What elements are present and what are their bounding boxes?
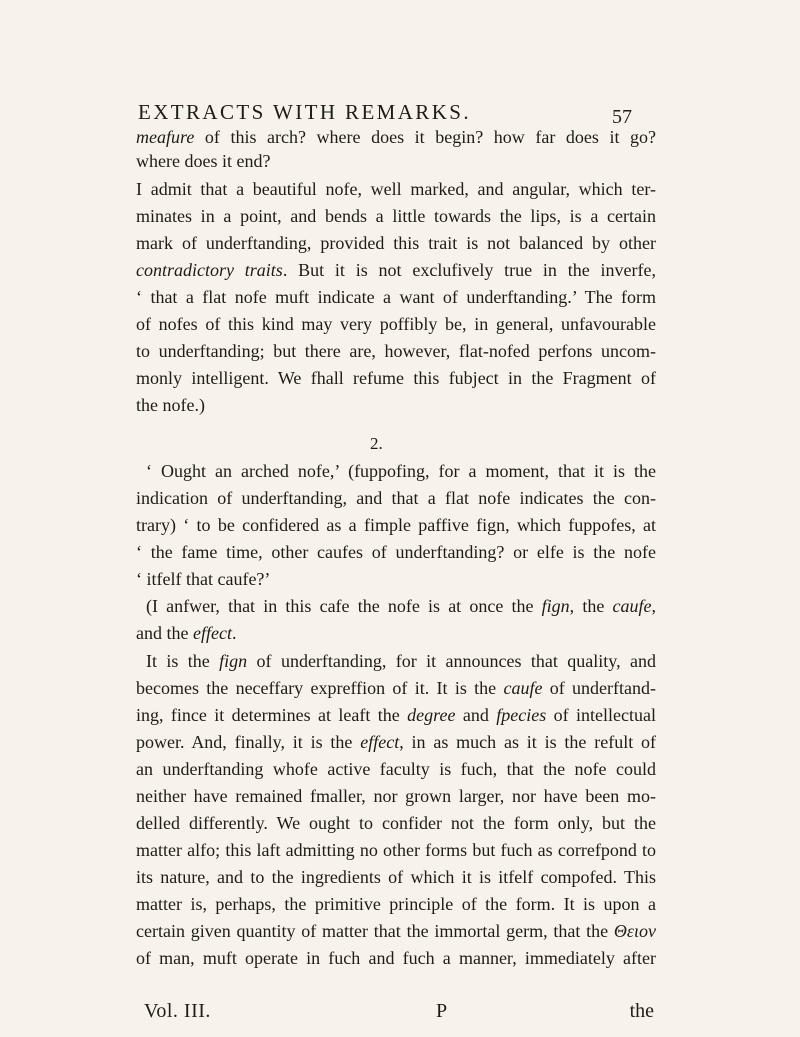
text-line xyxy=(136,622,236,644)
italic-text: fign xyxy=(541,596,570,616)
italic-text: fpecies xyxy=(496,705,547,725)
catchword: the xyxy=(629,1000,654,1022)
text-line xyxy=(146,595,656,617)
line-text: an underftanding whofe active faculty is fuch, that the nofe could xyxy=(136,759,656,779)
line-text: of underftanding, for it announces that quality, and xyxy=(247,651,656,671)
line-text: delled differently. We ought to confider not the form only, but the xyxy=(136,813,656,833)
line-text: It is the xyxy=(146,651,220,671)
italic-text: fign xyxy=(219,651,248,671)
line-text: certain given quantity of matter that the immortal germ, that the xyxy=(136,921,614,941)
line-text: indication of underftanding, and that a flat nofe indicates the con- xyxy=(136,488,656,508)
line-text: matter is, perhaps, the primitive principle of the form. It is upon a xyxy=(136,894,656,914)
text-line xyxy=(136,487,656,509)
italic-text: caufe xyxy=(503,678,543,698)
text-line xyxy=(136,893,656,915)
line-text: and xyxy=(455,705,497,725)
line-text: of this arch? where does it begin? how far does it go? xyxy=(194,127,656,147)
text-line xyxy=(136,812,656,834)
italic-text: meafure xyxy=(136,127,195,147)
italic-text: Θειον xyxy=(613,921,656,941)
line-text: minates in a point, and bends a little towards the lips, is a certain xyxy=(136,206,656,226)
page-number: 57 xyxy=(612,106,632,128)
text-line xyxy=(136,259,656,281)
line-text: trary) ‘ to be confidered as a fimple paffive fign, which fuppofes, at xyxy=(136,515,656,535)
line-text: , in as much as it is the refult of xyxy=(399,732,657,752)
text-line xyxy=(136,758,656,780)
line-text: ing, fince it determines at leaft the xyxy=(136,705,408,725)
text-line xyxy=(136,232,656,254)
line-text: becomes the neceffary expreffion of it. It is the xyxy=(136,678,504,698)
text-line xyxy=(136,785,656,807)
line-text: , xyxy=(651,596,656,616)
italic-text: effect xyxy=(360,732,400,752)
line-text: of underftand- xyxy=(542,678,657,698)
line-text: ‘ the fame time, other caufes of underftanding? or elfe is the nofe xyxy=(136,542,656,562)
text-line xyxy=(136,731,656,753)
line-text: of man, muft operate in fuch and fuch a manner, immediately after xyxy=(136,948,656,968)
text-line xyxy=(136,920,656,942)
line-text: its nature, and to the ingredients of which it is itfelf compofed. This xyxy=(136,867,656,887)
text-line xyxy=(136,126,656,148)
running-head: EXTRACTS WITH REMARKS. xyxy=(138,100,472,124)
text-line xyxy=(146,460,656,482)
line-text: power. And, finally, it is the xyxy=(136,732,361,752)
volume-label: Vol. III. xyxy=(144,1000,211,1022)
line-text: neither have remained fmaller, nor grown larger, nor have been mo- xyxy=(136,786,656,806)
text-line xyxy=(136,178,656,200)
text-line xyxy=(146,650,656,672)
line-text: the nofe.) xyxy=(136,395,205,415)
line-text: . xyxy=(231,623,237,643)
line-text: where does it end? xyxy=(136,151,271,171)
text-line xyxy=(136,866,656,888)
text-line xyxy=(136,150,270,172)
signature-mark: P xyxy=(436,1000,448,1022)
text-line xyxy=(136,947,656,969)
line-text: mark of underftanding, provided this trait is not balanced by other xyxy=(136,233,656,253)
line-text: I admit that a beautiful nofe, well marked, and angular, which ter- xyxy=(136,179,656,199)
text-line xyxy=(136,367,656,389)
text-line xyxy=(136,541,656,563)
line-text: ‘ Ought an arched nofe,’ (fuppofing, for a moment, that it is the xyxy=(146,461,656,481)
italic-text: contradictory traits xyxy=(136,260,283,280)
text-line xyxy=(136,568,270,590)
line-text: to underftanding; but there are, however, flat-nofed perfons uncom- xyxy=(136,341,656,361)
italic-text: effect xyxy=(192,623,232,643)
text-line xyxy=(136,205,656,227)
text-line xyxy=(136,839,656,861)
line-text: and the xyxy=(136,623,193,643)
line-text: of intellectual xyxy=(546,705,656,725)
section-number: 2. xyxy=(370,434,383,453)
text-line xyxy=(136,340,656,362)
text-line xyxy=(136,286,656,308)
line-text: matter alfo; this laft admitting no other forms but fuch as correfpond to xyxy=(136,840,656,860)
line-text: ‘ itfelf that caufe?’ xyxy=(136,569,271,589)
line-text: (I anfwer, that in this cafe the nofe is at once the xyxy=(146,596,542,616)
line-text: . But it is not exclufively true in the inverfe, xyxy=(282,260,656,280)
line-text: monly intelligent. We fhall refume this fubject in the Fragment of xyxy=(136,368,656,388)
italic-text: caufe xyxy=(612,596,652,616)
text-line xyxy=(136,514,656,536)
text-line xyxy=(136,704,656,726)
line-text: , the xyxy=(569,596,613,616)
line-text: ‘ that a flat nofe muft indicate a want of underftanding.’ The form xyxy=(136,287,656,307)
text-line xyxy=(136,394,205,416)
text-line xyxy=(136,313,656,335)
italic-text: degree xyxy=(407,705,456,725)
text-line xyxy=(136,677,656,699)
line-text: of nofes of this kind may very poffibly be, in general, unfavourable xyxy=(136,314,656,334)
